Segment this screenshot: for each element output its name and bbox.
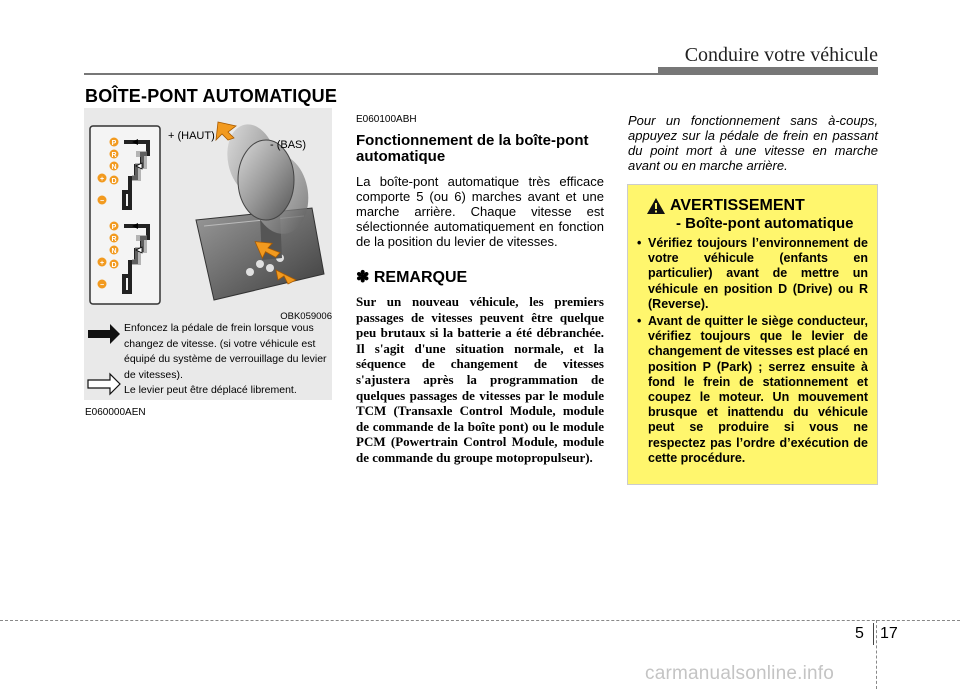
- chapter-header-title: Conduire votre véhicule: [684, 44, 878, 66]
- gate-letter: D: [111, 178, 117, 185]
- gate-letter: −: [99, 198, 105, 205]
- operation-paragraph: La boîte-pont automatique très efficace comporte 5 (ou 6) marches avant et une marche arrière. Chaque vitesse est sélectionnée automatiquement en fonction de la position du levier de vitesses.: [356, 174, 604, 249]
- outline-arrow-icon: [88, 374, 120, 394]
- smooth-operation-intro: Pour un fonctionnement sans à-coups, appuyez sur la pédale de frein en passant du point mort à une vitesse en marche avant ou en marche arrière.: [628, 113, 878, 173]
- warning-item: • Avant de quitter le siège conducteur, vérifiez toujours que le levier de changement de vitesses est placé en position P (Park) ; serrez ensuite à fond le frein de stationnement et coupez le moteur. Un mouvement brusque et inattendu du véhicule peut se produire si vous ne respectez pas l’ordre d’exécution de cette procédure.: [638, 314, 868, 466]
- warning-triangle-icon: [646, 197, 666, 215]
- warning-subtitle: - Boîte-pont automatique: [676, 215, 854, 232]
- page-chapter-number: 5: [855, 625, 864, 642]
- figure-code: OBK059006: [280, 311, 332, 322]
- section-title: BOÎTE-PONT AUTOMATIQUE: [85, 86, 338, 106]
- legend-outline-text: Le levier peut être déplacé librement.: [124, 384, 297, 396]
- gate-letter: −: [99, 282, 105, 289]
- gate-letter: D: [111, 262, 117, 269]
- column-operation: [356, 108, 604, 466]
- gate-letter: N: [111, 248, 117, 255]
- footer-rule: [0, 620, 960, 621]
- shift-plate: [196, 208, 324, 300]
- warning-box: [627, 184, 878, 485]
- gate-letter: R: [111, 236, 117, 243]
- shift-lever-figure: [84, 108, 332, 400]
- gate-letter: N: [111, 164, 117, 171]
- page-separator: [873, 623, 874, 645]
- warning-item: • Vérifiez toujours l’environnement de votre véhicule (enfants en particulier) avant de mettre un véhicule en position D (Drive) ou R (Reverse).: [638, 236, 868, 312]
- remark-title: ✽ REMARQUE: [356, 269, 468, 286]
- lever-knob: [238, 140, 294, 220]
- label-up: + (HAUT): [168, 130, 215, 142]
- legend-filled-text: Enfoncez la pédale de frein lorsque vous changez de vitesse. (si votre véhicule est équipé du système de verrouillage du levier de vitesses).: [124, 322, 327, 381]
- label-down: - (BAS): [270, 139, 307, 151]
- gate-letter: P: [111, 224, 117, 231]
- operation-heading: Fonctionnement de la boîte-pont automatique: [356, 132, 589, 165]
- header-rule: [84, 73, 878, 75]
- remark-text: Sur un nouveau véhicule, les premiers passages de vitesses peuvent être quelque peu brutaux si la batterie a été débranchée. Il s'agit d'une situation normale, et la séquence de changement de vitesses s'ajustera après la programmation de quelques passages de vitesses par le module TCM (Transaxle Control Module, module de commande de la boîte pont) ou le module PCM (Powertrain Control Module, module de commande du groupe motopropulseur).: [356, 294, 604, 465]
- footer-vertical-rule: [876, 620, 877, 689]
- section-ref-code: E060100ABH: [356, 114, 417, 125]
- gate-letter: R: [111, 152, 117, 159]
- gate-letter: +: [99, 176, 105, 183]
- page-number: 17: [880, 625, 898, 642]
- gate-letter: +: [99, 260, 105, 267]
- filled-arrow-icon: [88, 324, 120, 344]
- warning-list: [638, 236, 868, 468]
- up-arrow: [216, 122, 236, 140]
- figure-legend: [124, 321, 329, 399]
- watermark: carmanualsonline.info: [645, 663, 835, 684]
- gate-letter: P: [111, 140, 117, 147]
- warning-title: AVERTISSEMENT: [670, 197, 805, 214]
- figure-ref-code: E060000AEN: [85, 407, 146, 418]
